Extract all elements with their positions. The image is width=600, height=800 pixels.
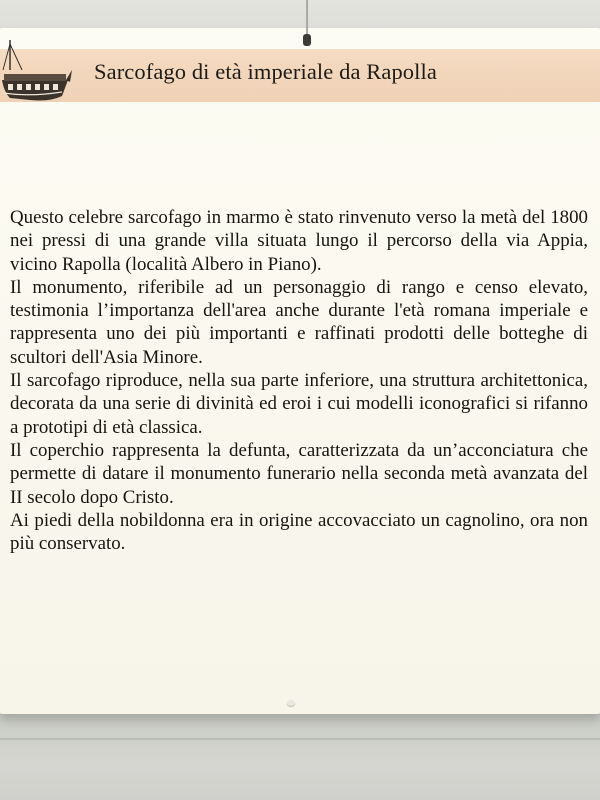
paragraph-discovery: Questo celebre sarcofago in marmo è stato rinvenuto verso la metà del 1800 nei pressi di una grande villa situata lungo il percorso della via Appia, vicino Rapolla (località Albero in Piano). bbox=[10, 207, 588, 275]
wall-dado-line bbox=[0, 738, 600, 740]
mounting-pin bbox=[287, 700, 295, 706]
wall-background-bottom bbox=[0, 712, 600, 800]
paragraph-monument: Il monumento, riferibile ad un personaggio di rango e censo elevato, testimonia l’importanza dell'area anche durante l'età romana imperiale e rappresenta uno dei più importanti e raffinati prodotti delle botteghe di scultori dell'Asia Minore. bbox=[10, 276, 588, 368]
paragraph-lid: Il coperchio rappresenta la defunta, caratterizzata da un’acconciatura che permette di datare il monumento funerario nella seconda metà avanzata del II secolo dopo Cristo. bbox=[10, 439, 588, 508]
paragraph-architecture: Il sarcofago riproduce, nella sua parte inferiore, una struttura architettonica, decorata da una serie di divinità ed eroi i cui modelli iconografici si rifanno a prototipi di età classica. bbox=[10, 370, 588, 438]
hanging-wire bbox=[303, 0, 311, 48]
hook bbox=[303, 34, 311, 46]
ancient-ship-icon bbox=[0, 40, 74, 102]
page-title: Sarcofago di età imperiale da Rapolla bbox=[94, 59, 437, 84]
description-text bbox=[10, 206, 588, 555]
paragraph-dog: Ai piedi della nobildonna era in origine accovacciato un cagnolino, ora non più conservato. bbox=[10, 509, 588, 555]
wire bbox=[306, 0, 308, 36]
